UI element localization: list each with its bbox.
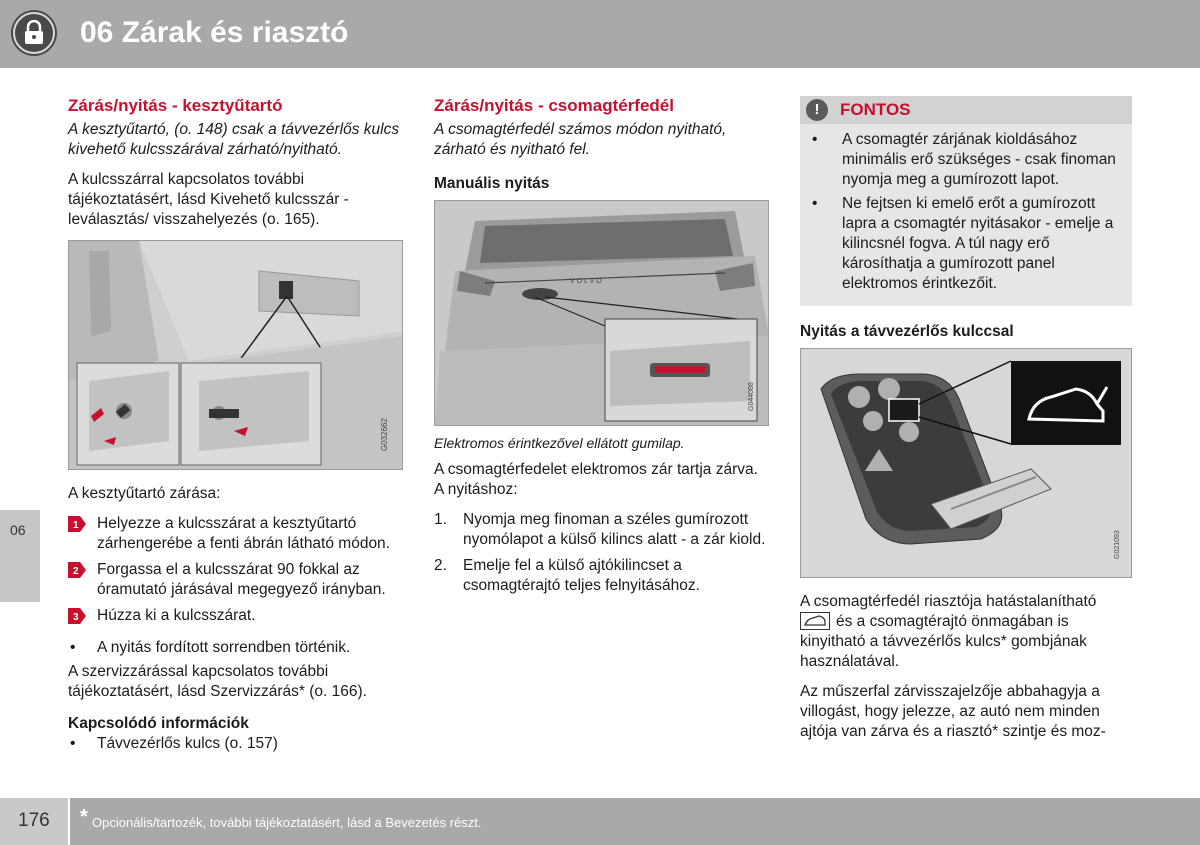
remote-key-illustration bbox=[801, 349, 1132, 578]
glovebox-step-3 bbox=[68, 606, 403, 626]
svg-text:3: 3 bbox=[73, 612, 79, 623]
remote-body-1-start: A csomagtérfedél riasztója hatástalanítható bbox=[800, 593, 1097, 610]
glovebox-step-2-text: Forgassa el a kulcsszárat 90 fokkal az óramutató járásával megegyező irányban. bbox=[97, 561, 386, 598]
glovebox-figure-code: G032662 bbox=[380, 418, 389, 451]
important-box-header bbox=[800, 96, 1132, 124]
glovebox-step-3-text: Húzza ki a kulcsszárat. bbox=[97, 607, 256, 624]
tailgate-step-2-text: Emelje fel a külső ajtókilincset a csomagtérajtó teljes felnyitásához. bbox=[463, 557, 700, 594]
tailgate-figure bbox=[434, 200, 769, 426]
warning-icon: ! bbox=[806, 99, 828, 121]
remote-body-1 bbox=[800, 592, 1132, 672]
important-bullet-1-text: A csomagtér zárjának kioldásához minimális erő szükséges - csak finoman nyomja meg a gumírozott lapot. bbox=[842, 131, 1116, 188]
glovebox-intro: A kesztyűtartó zárása: bbox=[68, 485, 221, 502]
bullet-dot: • bbox=[70, 639, 76, 656]
related-title: Kapcsolódó információk bbox=[68, 715, 249, 732]
important-box-title: FONTOS bbox=[840, 100, 911, 119]
remote-body-1-rest: és a csomagtérajtó önmagában is kinyitható a távvezérlős kulcs* gombjának használatával. bbox=[800, 613, 1087, 670]
chapter-icon-box bbox=[0, 0, 68, 68]
footnote-text: Opcionális/tartozék, további tájékoztatásért, lásd a Bevezetés részt. bbox=[92, 815, 482, 830]
page-number-box bbox=[0, 798, 68, 845]
bullet-dot: • bbox=[812, 131, 818, 148]
column-tailgate bbox=[434, 96, 769, 602]
important-bullet-2-text: Ne fejtsen ki emelő erőt a gumírozott lapra a csomagtér nyitásakor - emelje a kilincsnél fogva. A túl nagy erő károsíthatja a gumírozott panel elektromos érintkezőit. bbox=[842, 195, 1114, 292]
page-header bbox=[0, 0, 1200, 68]
section-title-glovebox: Zárás/nyitás - kesztyűtartó bbox=[68, 96, 283, 115]
glovebox-bullet-text: A nyitás fordított sorrendben történik. bbox=[97, 639, 351, 656]
remote-key-figure bbox=[800, 348, 1132, 578]
bullet-dot: • bbox=[812, 195, 818, 212]
page-number: 176 bbox=[18, 810, 50, 831]
tailgate-step-1-text: Nyomja meg finoman a széles gumírozott nyomólapot a külső kilincs alatt - a zár kiold. bbox=[463, 511, 766, 548]
trunk-button-icon bbox=[800, 612, 830, 630]
tailgate-illustration bbox=[435, 201, 769, 426]
step-1-marker-icon bbox=[68, 516, 86, 532]
step-number: 2. bbox=[434, 557, 447, 574]
important-bullet-1 bbox=[800, 130, 1132, 190]
chapter-side-tab bbox=[0, 510, 40, 602]
section-title-tailgate: Zárás/nyitás - csomagtérfedél bbox=[434, 96, 674, 115]
step-number: 1. bbox=[434, 511, 447, 528]
step-2-marker-icon bbox=[68, 562, 86, 578]
lock-icon bbox=[13, 12, 55, 54]
chapter-title: 06 Zárak és riasztó bbox=[80, 16, 349, 49]
glovebox-bullet bbox=[68, 638, 403, 658]
footnote-star: * bbox=[80, 806, 88, 828]
tailgate-lead: A csomagtérfedél számos módon nyitható, zárható és nyitható fel. bbox=[434, 121, 727, 158]
manual-open-subhead: Manuális nyitás bbox=[434, 175, 550, 192]
related-item-text: Távvezérlős kulcs (o. 157) bbox=[97, 735, 278, 752]
svg-text:2: 2 bbox=[73, 566, 79, 577]
important-box bbox=[800, 96, 1132, 306]
tailgate-body: A csomagtérfedelet elektromos zár tartja zárva. A nyitáshoz: bbox=[434, 461, 758, 498]
important-bullet-2 bbox=[800, 194, 1132, 294]
tailgate-figure-code: G044088 bbox=[748, 382, 755, 411]
bullet-dot: • bbox=[70, 735, 76, 752]
tailgate-step-2 bbox=[434, 556, 769, 596]
svg-text:V O L V O: V O L V O bbox=[570, 278, 602, 285]
tailgate-figure-caption: Elektromos érintkezővel ellátott gumilap. bbox=[434, 435, 685, 451]
chapter-side-tab-label: 06 bbox=[10, 522, 26, 538]
glovebox-step-1-text: Helyezze a kulcsszárat a kesztyűtartó zárhengerébe a fenti ábrán látható módon. bbox=[97, 515, 390, 552]
glovebox-body: A kulcsszárral kapcsolatos további tájékoztatásért, lásd Kivehető kulcsszár - leválasztás/ visszahelyezés (o. 165). bbox=[68, 171, 349, 228]
glovebox-step-1 bbox=[68, 514, 403, 554]
remote-open-subhead: Nyitás a távvezérlős kulccsal bbox=[800, 323, 1014, 340]
tailgate-step-1 bbox=[434, 510, 769, 550]
glovebox-lead: A kesztyűtartó, (o. 148) csak a távvezérlős kulcs kivehető kulcsszárával zárható/nyitható. bbox=[68, 121, 400, 158]
glovebox-figure bbox=[68, 240, 403, 470]
step-3-marker-icon bbox=[68, 608, 86, 624]
footer-bar bbox=[70, 798, 1200, 845]
glovebox-illustration bbox=[69, 241, 403, 470]
remote-body-2: Az műszerfal zárvisszajelzője abbahagyja a villogást, hogy jelezze, az autó nem minden ajtója van zárva és a riasztó* szintje és moz- bbox=[800, 683, 1106, 740]
glovebox-body-2: A szervizzárással kapcsolatos további tájékoztatásért, lásd Szervizzárás* (o. 166). bbox=[68, 663, 367, 700]
column-glovebox bbox=[68, 96, 403, 758]
svg-text:1: 1 bbox=[73, 520, 79, 531]
related-item bbox=[68, 734, 403, 754]
glovebox-step-2 bbox=[68, 560, 403, 600]
column-remote bbox=[800, 96, 1132, 752]
remote-figure-code: G021093 bbox=[1114, 530, 1121, 559]
